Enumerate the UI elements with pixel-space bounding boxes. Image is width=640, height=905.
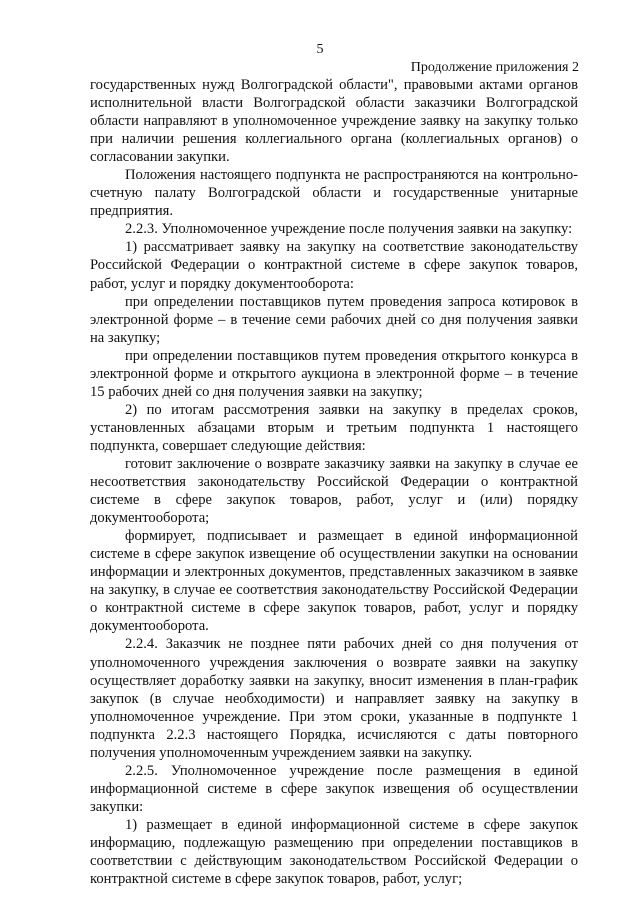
paragraph: формирует, подписывает и размещает в единой информационной системе в сфере закупок извещение об осуществлении закупки на основании информации и электронных документов, представленных заказчиком в заявке на закупку, в случае ее соответствия законодательству Российской Федерации о контрактной системе в сфере закупок товаров, работ, услуг и порядку документооборота. (90, 528, 578, 635)
paragraph: при определении поставщиков путем проведения запроса котировок в электронной форме – в течение семи рабочих дней со дня получения заявки на закупку; (90, 293, 578, 346)
page-number: 5 (316, 42, 324, 57)
appendix-continuation-label: Продолжение приложения 2 (410, 60, 579, 75)
paragraph: 2.2.5. Уполномоченное учреждение после размещения в единой информационной системе в сфере закупок извещения об осуществлении закупки: (90, 762, 578, 815)
paragraph: при определении поставщиков путем проведения открытого конкурса в электронной форме и открытого аукциона в электронной форме – в течение 15 рабочих дней со дня получения заявки на закупку; (90, 347, 578, 400)
paragraph: государственных нужд Волгоградской области", правовыми актами органов исполнительной власти Волгоградской области заказчики Волгоградской области направляют в уполномоченное учреждение заявку на закупку только при наличии решения коллегиального органа (коллегиальных органов) о согласовании закупки. (90, 77, 578, 166)
paragraph: 2.2.4. Заказчик не позднее пяти рабочих дней со дня получения от уполномоченного учреждения заключения о возврате заявки на закупку осуществляет доработку заявки на закупку, вносит изменения в план-график закупок (в случае необходимости) и направляет заявку на закупку в уполномоченное учреждение. При этом сроки, указанные в подпункте 1 подпункта 2.2.3 настоящего Порядка, исчисляются с даты повторного получения уполномоченным учреждением заявки на закупку. (90, 636, 578, 761)
paragraph: 1) рассматривает заявку на закупку на соответствие законодательству Российской Федерации о контрактной системе в сфере закупок товаров, работ, услуг и порядку документооборота: (90, 239, 578, 292)
paragraph: 1) размещает в единой информационной системе в сфере закупок информацию, подлежащую размещению при определении поставщиков в соответствии с действующим законодательством Российской Федерации о контрактной системе в сфере закупок товаров, работ, услуг; (90, 816, 578, 888)
document-body (90, 76, 578, 888)
paragraph: 2.2.3. Уполномоченное учреждение после получения заявки на закупку: (125, 221, 573, 238)
paragraph: 2) по итогам рассмотрения заявки на закупку в пределах сроков, установленных абзацами вторым и третьим подпункта 1 настоящего подпункта, совершает следующие действия: (90, 401, 578, 454)
paragraph: готовит заключение о возврате заказчику заявки на закупку в случае ее несоответствия законодательству Российской Федерации о контрактной системе в сфере закупок товаров, работ, услуг и (или) порядку документооборота; (90, 455, 578, 527)
paragraph: Положения настоящего подпункта не распространяются на контрольно-счетную палату Волгоградской области и государственные унитарные предприятия. (90, 167, 578, 220)
